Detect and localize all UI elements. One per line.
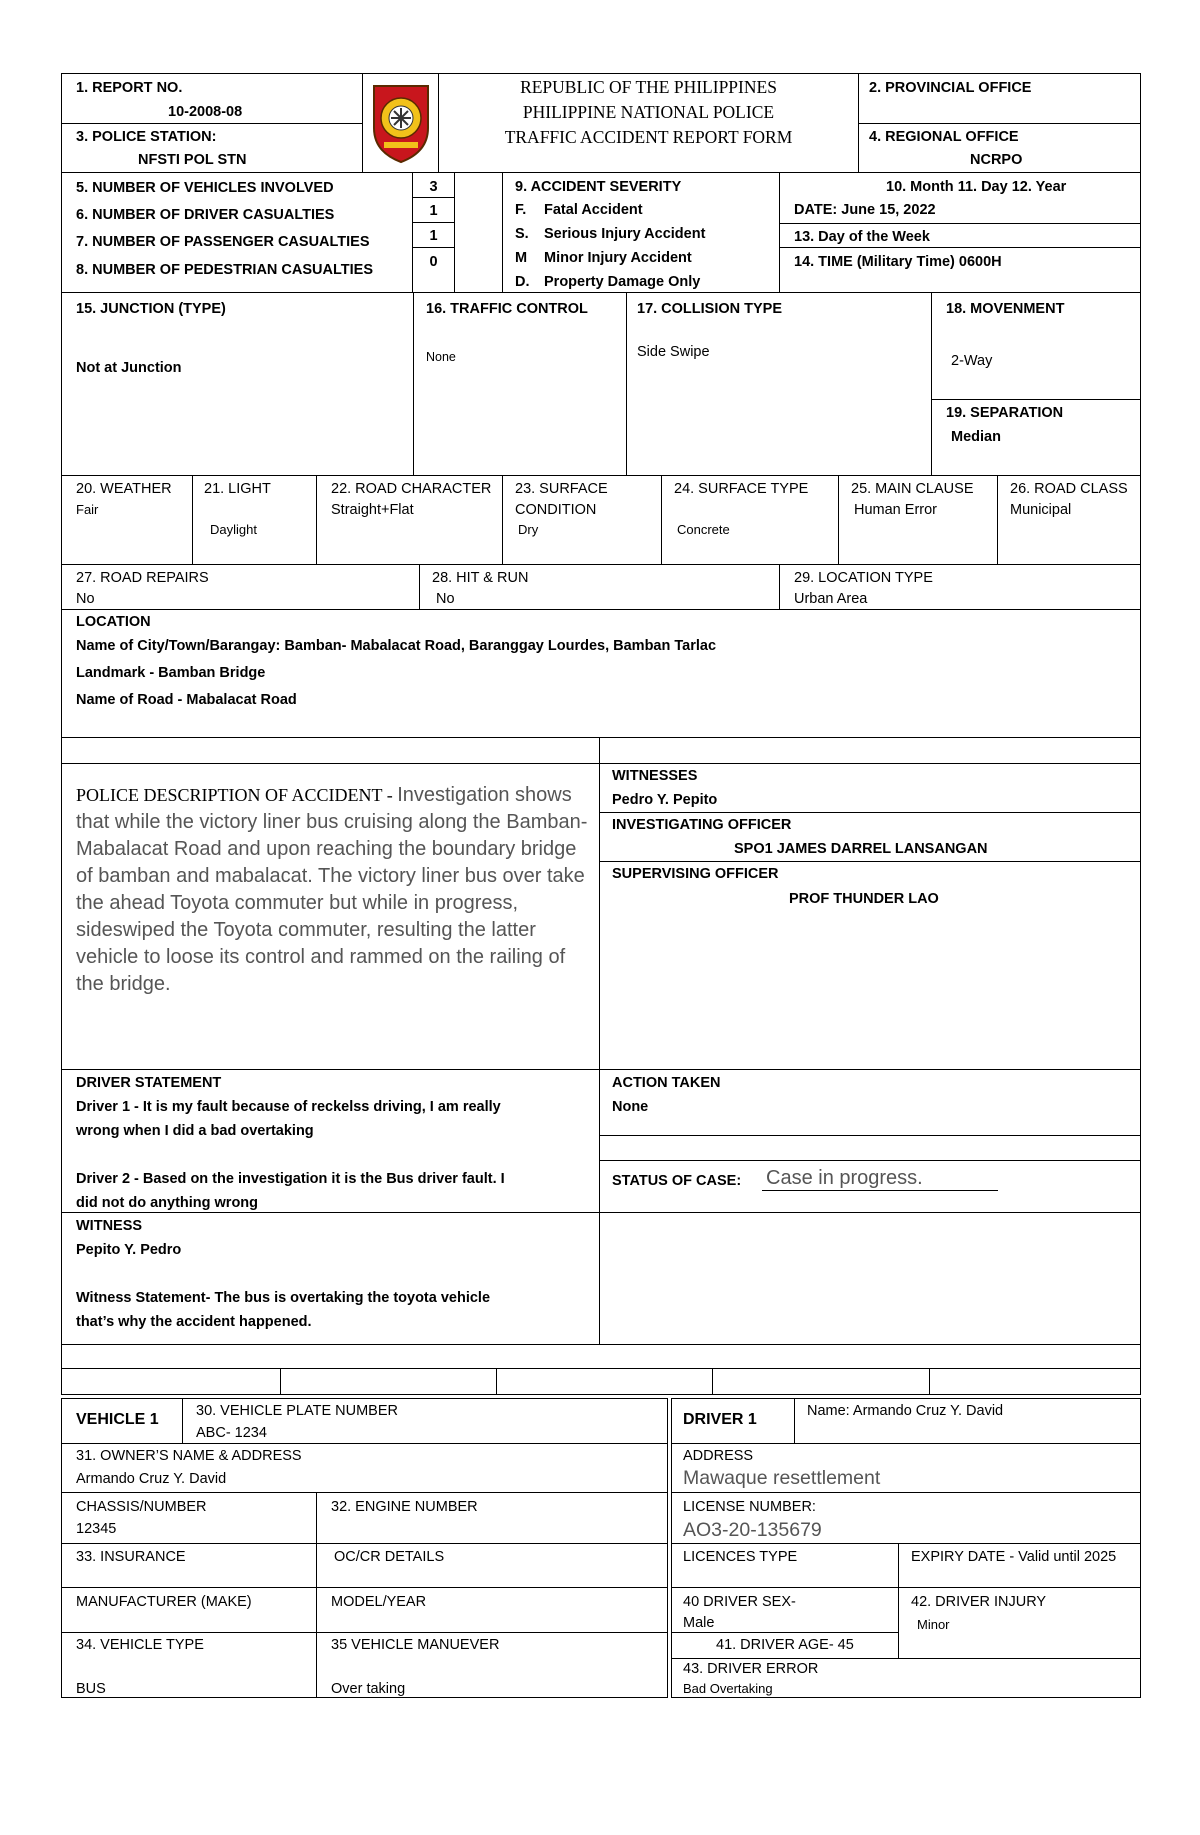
vehicle-type-value: BUS [76, 1681, 106, 1697]
location-landmark: Landmark - Bamban Bridge [76, 665, 266, 681]
junction-value: Not at Junction [76, 360, 182, 376]
location-road: Name of Road - Mabalacat Road [76, 692, 297, 708]
engine-label: 32. ENGINE NUMBER [331, 1499, 478, 1515]
severity-d-code: D. [515, 274, 530, 290]
pnp-seal [370, 80, 432, 164]
separation-value: Median [951, 429, 1001, 445]
investigating-officer-label: INVESTIGATING OFFICER [612, 817, 792, 833]
day-of-week-label: 13. Day of the Week [794, 229, 930, 245]
witness-label: WITNESS [76, 1218, 143, 1234]
pedestrian-casualties-label: 8. NUMBER OF PEDESTRIAN CASUALTIES [76, 262, 374, 278]
spacer-row-3b [280, 1368, 497, 1395]
status-label: STATUS OF CASE: [612, 1173, 742, 1189]
hit-run-label: 28. HIT & RUN [432, 570, 529, 586]
spacer-row-3e [929, 1368, 1141, 1395]
regional-office-label: 4. REGIONAL OFFICE [869, 129, 1019, 145]
owner-label: 31. OWNER’S NAME & ADDRESS [76, 1448, 302, 1464]
driver-statement-label: DRIVER STATEMENT [76, 1075, 222, 1091]
ocr-label: OC/CR DETAILS [334, 1549, 445, 1565]
license-value: AO3-20-135679 [683, 1519, 822, 1541]
traffic-control-label: 16. TRAFFIC CONTROL [426, 301, 588, 317]
owner-value: Armando Cruz Y. David [76, 1471, 227, 1487]
road-class-value: Municipal [1010, 502, 1072, 518]
location-type-value: Urban Area [794, 591, 868, 607]
severity-f-code: F. [515, 202, 527, 218]
action-blank-row [599, 1135, 1141, 1161]
driver-error-value: Bad Overtaking [683, 1681, 773, 1696]
main-clause-value: Human Error [854, 502, 937, 518]
driver1-statement-b: wrong when I did a bad overtaking [76, 1123, 314, 1139]
plate-label: 30. VEHICLE PLATE NUMBER [196, 1403, 398, 1419]
hit-run-value: No [436, 591, 455, 607]
spacer-row-3c [496, 1368, 713, 1395]
witness-statement-a: Witness Statement- The bus is overtaking the toyota vehicle [76, 1290, 491, 1306]
address-value: Mawaque resettlement [683, 1467, 881, 1489]
police-station-label: 3. POLICE STATION: [76, 129, 217, 145]
chassis-label: CHASSIS/NUMBER [76, 1499, 207, 1515]
description-text [76, 782, 591, 998]
license-type-label: LICENCES TYPE [683, 1549, 798, 1565]
road-repairs-label: 27. ROAD REPAIRS [76, 570, 209, 586]
driver-name: Name: Armando Cruz Y. David [807, 1403, 1004, 1419]
driver-injury-label: 42. DRIVER INJURY [911, 1594, 1047, 1610]
regional-office-value: NCRPO [970, 152, 1023, 168]
spacer-row-3a [61, 1368, 281, 1395]
witnesses-label: WITNESSES [612, 768, 698, 784]
investigating-officer-value: SPO1 JAMES DARREL LANSANGAN [734, 841, 988, 857]
spacer-row-left [61, 737, 600, 764]
title-line-1: REPUBLIC OF THE PHILIPPINES [520, 77, 777, 97]
junction-label: 15. JUNCTION (TYPE) [76, 301, 226, 317]
movement-value: 2-Way [951, 353, 993, 369]
surface-type-value: Concrete [677, 522, 730, 537]
driver1-statement-a: Driver 1 - It is my fault because of reckelss driving, I am really [76, 1099, 501, 1115]
expiry-value: EXPIRY DATE - Valid until 2025 [911, 1549, 1117, 1565]
status-underline [762, 1190, 998, 1191]
maneuver-label: 35 VEHICLE MANUEVER [331, 1637, 500, 1653]
pedestrian-casualties-value: 0 [429, 254, 438, 270]
location-type-label: 29. LOCATION TYPE [794, 570, 933, 586]
light-label: 21. LIGHT [204, 481, 271, 497]
passenger-casualties-label: 7. NUMBER OF PASSENGER CASUALTIES [76, 234, 370, 250]
witness-statement-b: that’s why the accident happened. [76, 1314, 312, 1330]
surface-condition-value: Dry [518, 522, 539, 537]
spacer-row-2 [61, 1344, 1141, 1369]
weather-value: Fair [76, 502, 99, 517]
license-label: LICENSE NUMBER: [683, 1499, 816, 1515]
driver-age-value: 41. DRIVER AGE- 45 [716, 1637, 854, 1653]
collision-label: 17. COLLISION TYPE [637, 301, 783, 317]
model-label: MODEL/YEAR [331, 1594, 427, 1610]
severity-s-code: S. [515, 226, 529, 242]
location-label: LOCATION [76, 614, 151, 630]
date-header: 10. Month 11. Day 12. Year [886, 179, 1067, 195]
description-label: POLICE DESCRIPTION OF ACCIDENT - [76, 785, 398, 805]
location-city: Name of City/Town/Barangay: Bamban- Mabalacat Road, Baranggay Lourdes, Bamban Tarlac [76, 638, 717, 654]
collision-cell [626, 292, 932, 476]
main-clause-label: 25. MAIN CLAUSE [851, 481, 974, 497]
traffic-control-cell [413, 292, 627, 476]
witnesses-value: Pedro Y. Pepito [612, 792, 718, 808]
time-value: 14. TIME (Military Time) 0600H [794, 254, 1002, 270]
date-value: DATE: June 15, 2022 [794, 202, 936, 218]
provincial-office-label: 2. PROVINCIAL OFFICE [869, 80, 1032, 96]
spacer-row-right [599, 737, 1141, 764]
surface-condition-label-2: CONDITION [515, 502, 597, 518]
driver-casualties-value: 1 [429, 203, 438, 219]
surface-condition-label-1: 23. SURFACE [515, 481, 608, 497]
driver-label: DRIVER 1 [683, 1411, 757, 1428]
severity-m-code: M [515, 250, 528, 266]
plate-value: ABC- 1234 [196, 1425, 267, 1441]
driver2-statement-a: Driver 2 - Based on the investigation it is the Bus driver fault. I [76, 1171, 505, 1187]
supervising-officer-value: PROF THUNDER LAO [789, 891, 939, 907]
action-taken-label: ACTION TAKEN [612, 1075, 721, 1091]
spacer-row-3d [712, 1368, 930, 1395]
separation-label: 19. SEPARATION [946, 405, 1064, 421]
severity-label: 9. ACCIDENT SEVERITY [515, 179, 682, 195]
movement-label: 18. MOVENMENT [946, 301, 1065, 317]
severity-spacer [454, 172, 503, 293]
maneuver-value: Over taking [331, 1681, 406, 1697]
title-line-2: PHILIPPINE NATIONAL POLICE [522, 102, 775, 122]
chassis-value: 12345 [76, 1521, 117, 1537]
road-class-label: 26. ROAD CLASS [1010, 481, 1128, 497]
passenger-casualties-value: 1 [429, 228, 438, 244]
surface-type-label: 24. SURFACE TYPE [674, 481, 809, 497]
road-character-value: Straight+Flat [331, 502, 414, 518]
vehicles-label: 5. NUMBER OF VEHICLES INVOLVED [76, 180, 334, 196]
status-value: Case in progress. [766, 1167, 923, 1189]
road-character-label: 22. ROAD CHARACTER [331, 481, 492, 497]
vehicles-value: 3 [429, 179, 438, 195]
severity-m-text: Minor Injury Accident [544, 250, 692, 266]
report-no-value: 10-2008-08 [168, 104, 243, 120]
witness-right-cell [599, 1212, 1141, 1345]
driver-error-label: 43. DRIVER ERROR [683, 1661, 819, 1677]
make-label: MANUFACTURER (MAKE) [76, 1594, 252, 1610]
collision-value: Side Swipe [637, 344, 710, 360]
insurance-label: 33. INSURANCE [76, 1549, 186, 1565]
supervising-officer-label: SUPERVISING OFFICER [612, 866, 779, 882]
traffic-control-value: None [426, 350, 456, 364]
severity-s-text: Serious Injury Accident [544, 226, 706, 242]
vehicle-type-label: 34. VEHICLE TYPE [76, 1637, 204, 1653]
road-repairs-value: No [76, 591, 95, 607]
driver-injury-value: Minor [917, 1617, 950, 1632]
severity-d-text: Property Damage Only [544, 274, 701, 290]
report-no-label: 1. REPORT NO. [76, 80, 183, 96]
police-station-value: NFSTI POL STN [138, 152, 247, 168]
description-body: Investigation shows that while the victory liner bus cruising along the Bamban-Mabalacat Road and upon reaching the boundary bridge of bamban and mabalacat. The victory liner bus over take the ahead Toyota commuter but while in progress, sideswiped the Toyota commuter, resulting the latter vehicle to loose its control and rammed on the railing of the bridge. [76, 784, 588, 995]
weather-label: 20. WEATHER [76, 481, 172, 497]
witness-name: Pepito Y. Pedro [76, 1242, 182, 1258]
action-taken-value: None [612, 1099, 649, 1115]
junction-cell [61, 292, 414, 476]
severity-f-text: Fatal Accident [544, 202, 643, 218]
driver-casualties-label: 6. NUMBER OF DRIVER CASUALTIES [76, 207, 335, 223]
driver-sex-value: Male [683, 1615, 715, 1631]
title-line-3: TRAFFIC ACCIDENT REPORT FORM [504, 127, 793, 147]
driver-sex-label: 40 DRIVER SEX- [683, 1594, 796, 1610]
light-value: Daylight [210, 522, 257, 537]
vehicle-label: VEHICLE 1 [76, 1411, 159, 1428]
driver2-statement-b: did not do anything wrong [76, 1195, 259, 1211]
address-label: ADDRESS [683, 1448, 754, 1464]
